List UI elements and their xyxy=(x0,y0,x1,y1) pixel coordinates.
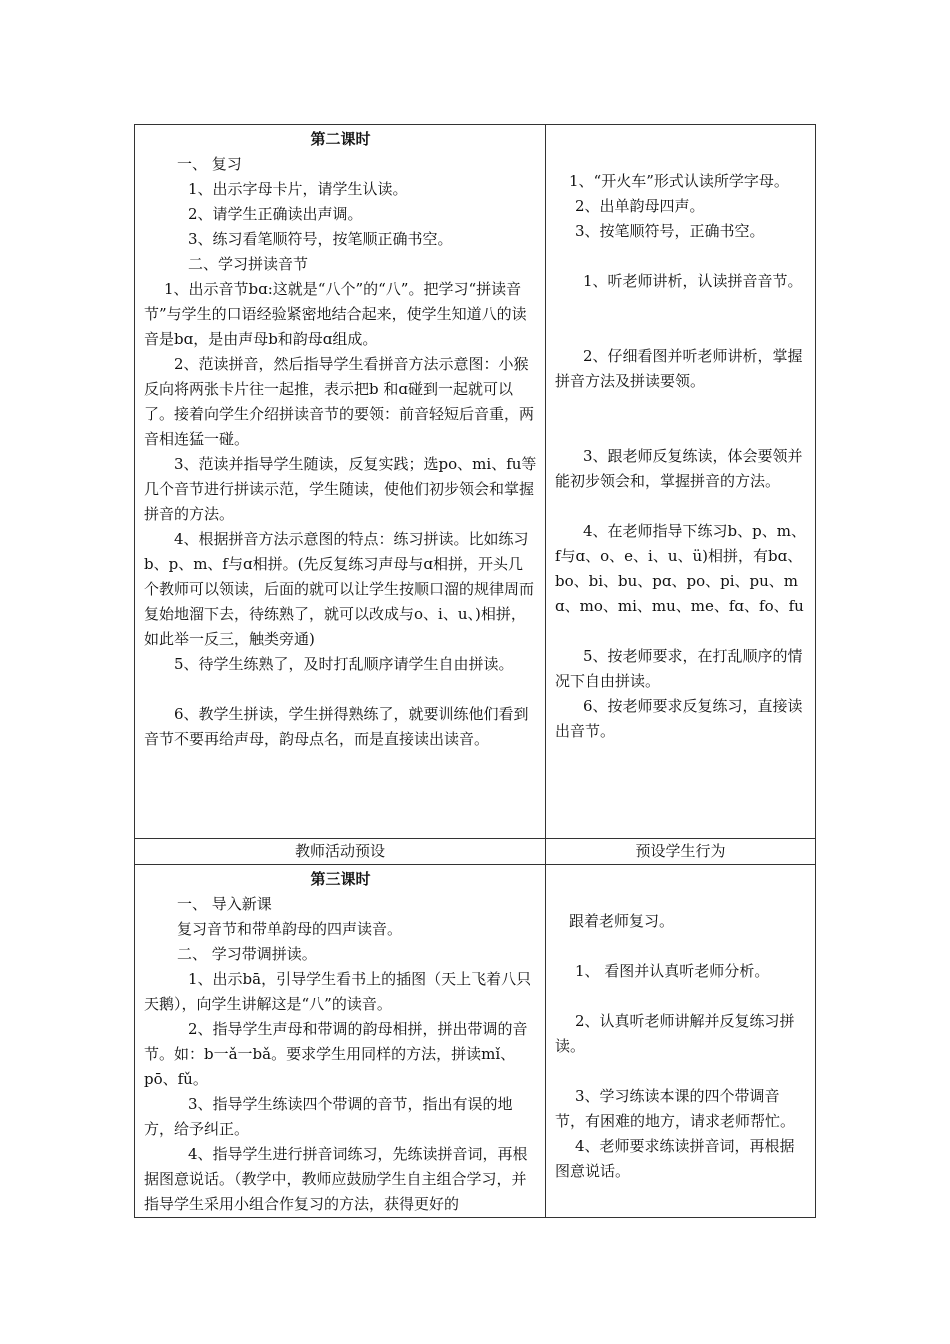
lesson3-teacher-para: 1、出示bā，引导学生看书上的插图（天上飞着八只天鹅），向学生讲解这是“八”的读音。 xyxy=(144,970,532,1013)
lesson2-teacher-para: 5、待学生练熟了，及时打乱顺序请学生自由拼读。 xyxy=(174,655,514,673)
lesson-plan-table xyxy=(134,124,816,1218)
lesson3-title: 第三课时 xyxy=(310,870,371,888)
lesson3-teacher-para: 3、指导学生练读四个带调的音节，指出有误的地方，给予纠正。 xyxy=(144,1095,513,1138)
lesson3-student-cell xyxy=(546,865,816,1218)
lesson3-student-line: 3、学习练读本课的四个带调音节，有困难的地方，请求老师帮忙。 xyxy=(555,1087,796,1130)
lesson2-student-cell xyxy=(546,125,816,839)
lesson2-teacher-line: 1、出示字母卡片，请学生认读。 xyxy=(188,180,408,198)
lesson3-teacher-para: 2、指导学生声母和带调的韵母相拼，拼出带调的音节。如：b一ǎ一bǎ。要求学生用同样的方法，拼读mǐ、pō、fǔ。 xyxy=(144,1020,528,1088)
teacher-activity-header: 教师活动预设 xyxy=(135,839,546,865)
lesson3-teacher-line: 复习音节和带单韵母的四声读音。 xyxy=(177,920,403,938)
lesson2-teacher-line: 3、练习看笔顺符号，按笔顺正确书空。 xyxy=(188,230,453,248)
lesson3-student-line: 4、老师要求练读拼音词，再根据图意说话。 xyxy=(555,1137,795,1180)
student-behavior-header: 预设学生行为 xyxy=(546,839,816,865)
lesson2-student-line: 3、按笔顺符号，正确书空。 xyxy=(575,222,765,240)
lesson3-row xyxy=(135,865,816,1218)
lesson2-student-line: 5、按老师要求，在打乱顺序的情况下自由拼读。 xyxy=(555,647,803,690)
lesson3-student-line: 跟着老师复习。 xyxy=(569,912,675,930)
lesson2-teacher-para: 2、范读拼音，然后指导学生看拼音方法示意图：小猴反向将两张卡片往一起推，表示把b 和ɑ碰到一起就可以了。接着向学生介绍拼读音节的要领：前音轻短后音重，两音相连猛一碰。 xyxy=(144,355,535,448)
lesson2-teacher-line: 一、 复习 xyxy=(177,155,242,173)
lesson3-student-line: 2、认真听老师讲解并反复练习拼读。 xyxy=(555,1012,795,1055)
lesson2-teacher-para: 4、根据拼音方法示意图的特点：练习拼读。比如练习b、p、m、f与ɑ相拼。(先反复练习声母与ɑ相拼，开头几个教师可以领读，后面的就可以让学生按顺口溜的规律周而复始地溜下去，待练熟了，就可以改成与o、i、u、)相拼，如此举一反三，触类旁通) xyxy=(144,530,535,648)
lesson2-teacher-cell xyxy=(135,125,546,839)
lesson2-title: 第二课时 xyxy=(310,130,371,148)
lesson2-student-line: 2、仔细看图并听老师讲析，掌握拼音方法及拼读要领。 xyxy=(555,347,803,390)
lesson3-teacher-cell xyxy=(135,865,546,1218)
lesson2-student-line: 6、按老师要求反复练习，直接读出音节。 xyxy=(555,697,803,740)
lesson2-teacher-para: 1、出示音节bɑ:这就是“八个”的“八”。把学习“拼读音节”与学生的口语经验紧密地结合起来，使学生知道八的读音是bɑ，是由声母b和韵母ɑ组成。 xyxy=(144,280,527,348)
lesson2-student-line: 4、在老师指导下练习b、p、m、f与ɑ、o、e、i、u、ü)相拼，有bɑ、bo、bi、bu、pɑ、po、pi、pu、mɑ、mo、mi、mu、me、fɑ、fo、fu xyxy=(555,522,806,615)
lesson2-teacher-line: 2、请学生正确读出声调。 xyxy=(188,205,363,223)
lesson3-teacher-line: 一、 导入新课 xyxy=(177,895,272,913)
column-header-row xyxy=(135,839,816,865)
lesson3-student-line: 1、 看图并认真听老师分析。 xyxy=(575,962,770,980)
lesson3-teacher-para: 4、指导学生进行拼音词练习，先练读拼音词，再根据图意说话。（教学中，教师应鼓励学生自主组合学习，并指导学生采用小组合作复习的方法，获得更好的 xyxy=(144,1145,528,1213)
lesson3-teacher-line: 二、 学习带调拼读。 xyxy=(177,945,317,963)
lesson2-student-line: 1、“开火车”形式认读所学字母。 xyxy=(569,172,789,190)
lesson2-student-line: 3、跟老师反复练读，体会要领并能初步领会和，掌握拼音的方法。 xyxy=(555,447,803,490)
lesson2-teacher-para: 6、教学生拼读，学生拼得熟练了，就要训练他们看到音节不要再给声母，韵母点名，而是直接读出读音。 xyxy=(144,705,529,748)
lesson2-teacher-line: 二、学习拼读音节 xyxy=(188,255,309,273)
lesson2-teacher-para: 3、范读并指导学生随读，反复实践；选po、mi、fu等几个音节进行拼读示范，学生随读，使他们初步领会和掌握拼音的方法。 xyxy=(144,455,537,523)
lesson2-student-line: 2、出单韵母四声。 xyxy=(575,197,705,215)
lesson2-student-line: 1、听老师讲析，认读拼音音节。 xyxy=(583,272,803,290)
lesson2-row xyxy=(135,125,816,839)
